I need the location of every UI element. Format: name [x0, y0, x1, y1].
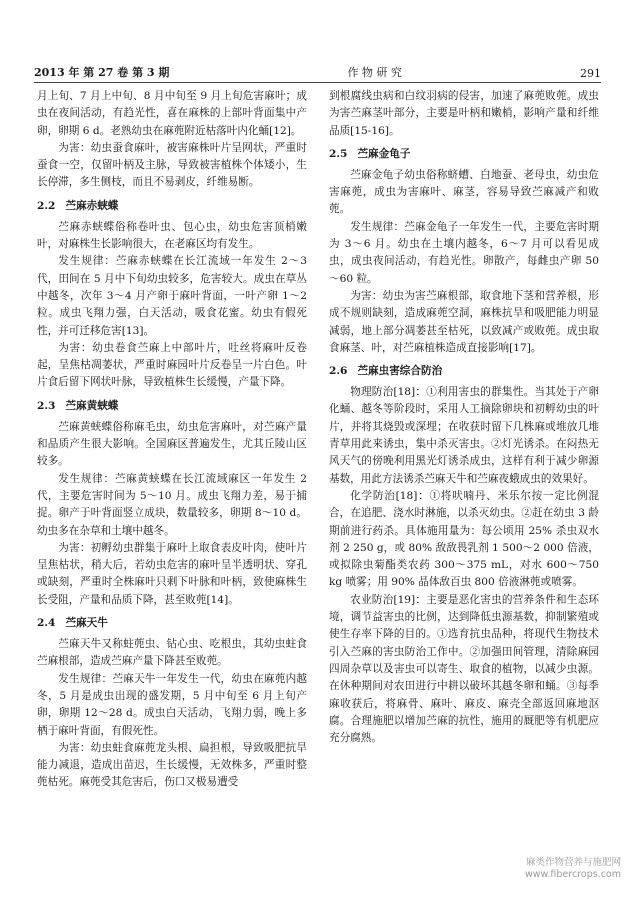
- section-heading: [37, 198, 307, 215]
- body-paragraph: 苎麻金龟子幼虫俗称蛴螬、白地蚕、老母虫，幼虫危害麻蔸，成虫为害麻叶、麻茎，容易导致苎麻减产和败蔸。: [329, 168, 599, 216]
- body-paragraph: 为害：幼虫蛀食麻蔸龙头根、扁担根，导致吸肥抗旱能力减退，造成出苗迟，生长缓慢，无效株多，严重时整蔸枯死。麻蔸受其危害后，伤口又极易遭受: [37, 741, 307, 789]
- running-header: [34, 62, 601, 83]
- section-title: 苎麻天牛: [65, 617, 108, 630]
- section-title: 苎麻虫害综合防治: [357, 365, 443, 378]
- body-paragraph: 为害：幼虫卷食苎麻上中部叶片，吐丝将麻叶反卷起，呈焦枯凋萎状，严重时麻园叶片反卷呈一片白色。叶片食后留下网状叶脉，导致植株生长缓慢，产量下降。: [37, 341, 307, 389]
- section-heading: [37, 615, 307, 632]
- watermark-url: www.fibercrops.com: [524, 869, 621, 880]
- section-number: 2.3: [37, 399, 56, 412]
- body-paragraph: 发生规律：苎麻赤蛱蝶在长江流域一年发生 2～3 代，田间在 5 月中下旬幼虫较多，危害较大。成虫在草丛中越冬，次年 3～4 月产卵于麻叶背面，一叶产卵 1～2 粒。成虫飞翔力强，白天活动，吸食花蜜。幼虫有假死性，并可迁移危害[13]。: [37, 255, 307, 337]
- body-paragraph: 农业防治[19]：主要是恶化害虫的营养条件和生态环境，调节益害虫的比例，达到降低虫源基数，抑制繁殖或使生存率下降的目的。①选育抗虫品种，将现代生物技术引入苎麻的害虫防治工作中。②加强田间管理，清除麻园四周杂草以及害虫可以寄生、取食的植物，以减少虫源。在休种期间对农田进行中耕以破坏其越冬卵和蛹。③每季麻收获后，将麻骨、麻叶、麻皮、麻壳全部返回麻地沤腐。合理施肥以增加苎麻的抗性，施用的厩肥等有机肥应充分腐熟。: [329, 593, 599, 745]
- body-paragraph: 苎麻天牛又称蛀蔸虫、钻心虫、吃根虫，其幼虫蛀食苎麻根部，造成苎麻产量下降甚至败蔸。: [37, 638, 307, 668]
- body-paragraph: 发生规律：苎麻黄蛱蝶在长江流域麻区一年发生 2 代，主要危害时间为 5～10 月。成虫飞翔力差，易于捕捉。卵产于叶背面竖立成块，数量较多，卵期 8～10 d。幼虫多在杂草和土壤中越冬。: [37, 472, 307, 537]
- body-paragraph: 发生规律：苎麻金龟子一年发生一代，主要危害时期为 3～6 月。幼虫在土壤内越冬，6～7 月可以看见成虫，成虫夜间活动，有趋光性。卵散产，每雌虫产卵 50～60 粒。: [329, 220, 599, 285]
- site-watermark: [525, 857, 621, 881]
- body-paragraph: 为害：初孵幼虫群集于麻叶上取食表皮叶肉，使叶片呈焦枯状，稍大后，若幼虫危害的麻叶呈半透明状、穿孔或缺刻，严重时全株麻叶只剩下叶脉和叶柄，致使麻株生长受阻，产量和品质下降，甚至败蔸[14]。: [37, 541, 307, 606]
- section-title: 苎麻赤蛱蝶: [65, 199, 119, 212]
- page-number: 291: [579, 67, 601, 80]
- body-paragraph: 苎麻赤蛱蝶俗称卷叶虫、包心虫，幼虫危害顶梢嫩叶，对麻株生长影响很大，在老麻区均有发生。: [37, 220, 307, 251]
- section-heading: [329, 363, 599, 380]
- body-paragraph: 化学防治[18]：①将吠喃丹、米乐尔按一定比例混合，在追肥、浇水时淋施，以杀灭幼虫。②赶在幼虫 3 龄期前进行药杀。具体施用量为：每公顷用 25% 杀虫双水剂 2 250 g，或 80% 敌敌畏乳剂 1 500～2 000 倍液，或拟除虫菊酯类农药 300～375 mL，对水 600～750 kg 喷雾；用 90% 晶体敌百虫 800 倍液淋蔸或喷雾。: [329, 489, 599, 589]
- body-paragraph: 为害：幼虫为害苎麻根部，取食地下茎和营养根，形成不规则缺刻，造成麻蔸空洞，麻株抗旱和吸肥能力明显减弱，地上部分凋萎甚至枯死，以致减产或败蔸。成虫取食麻茎、叶，对苎麻植株造成直接影响[17]。: [329, 289, 599, 354]
- section-heading: [37, 398, 307, 415]
- section-number: 2.4: [37, 617, 56, 630]
- journal-title: 作 物 研 究: [347, 66, 402, 79]
- right-column: [329, 88, 599, 747]
- body-paragraph: 为害：幼虫蚕食麻叶，被害麻株叶片呈网状，严重时蚕食一空，仅留叶柄及主脉，导致被害植株个体矮小，生长停滞，多生侧枝，而且不易剥皮，纤维易断。: [37, 141, 307, 189]
- section-title: 苎麻金龟子: [357, 147, 411, 160]
- section-number: 2.6: [329, 365, 348, 378]
- journal-issue: 2013 年 第 27 卷 第 3 期: [34, 66, 170, 79]
- section-title: 苎麻黄蛱蝶: [65, 399, 119, 412]
- body-paragraph: 物理防治[18]：①利用害虫的群集性。当其处于产卵化蛹、越冬等阶段时，采用人工摘除卵块和初孵幼虫的叶片，并将其烧毁或深埋；在收获时留下几株麻或堆放几堆青草用此来诱虫，集中杀灭害虫。②灯光诱杀。在闷热无风天气的傍晚利用黑光灯诱杀成虫，这样有利于减少卵源基数，用此方法诱杀苎麻天牛和苎麻夜蛾成虫的效果好。: [329, 386, 599, 485]
- watermark-name: 麻类作物营养与施肥网: [525, 857, 621, 868]
- body-paragraph: 发生规律：苎麻天牛一年发生一代，幼虫在麻蔸内越冬，5 月是成虫出现的盛发期，5 月中旬至 6 月上旬产卵，卵期 12～28 d。成虫白天活动，飞翔力弱，晚上多栖于麻叶背面，有假死性。: [37, 672, 307, 737]
- body-paragraph: 到根腐线虫病和白纹羽病的侵害，加速了麻蔸败蔸。成虫为害苎麻茎叶部分，主要是叶柄和嫩梢，影响产量和纤维品质[15-16]。: [329, 90, 599, 137]
- section-number: 2.2: [37, 199, 56, 212]
- body-paragraph: 月上旬、7 月上中旬、8 月中旬至 9 月上旬危害麻叶；成虫在夜间活动，有趋光性，喜在麻株的上部叶背面集中产卵，卵期 6 d。老熟幼虫在麻蔸附近枯落叶内化蛹[12]。: [37, 90, 307, 137]
- left-column: [37, 88, 307, 792]
- section-number: 2.5: [329, 147, 348, 160]
- section-heading: [329, 146, 599, 163]
- body-paragraph: 苎麻黄蛱蝶俗称麻毛虫，幼虫危害麻叶，对苎麻产量和品质产生很大影响。全国麻区普遍发生，尤其丘陵山区较多。: [37, 420, 307, 468]
